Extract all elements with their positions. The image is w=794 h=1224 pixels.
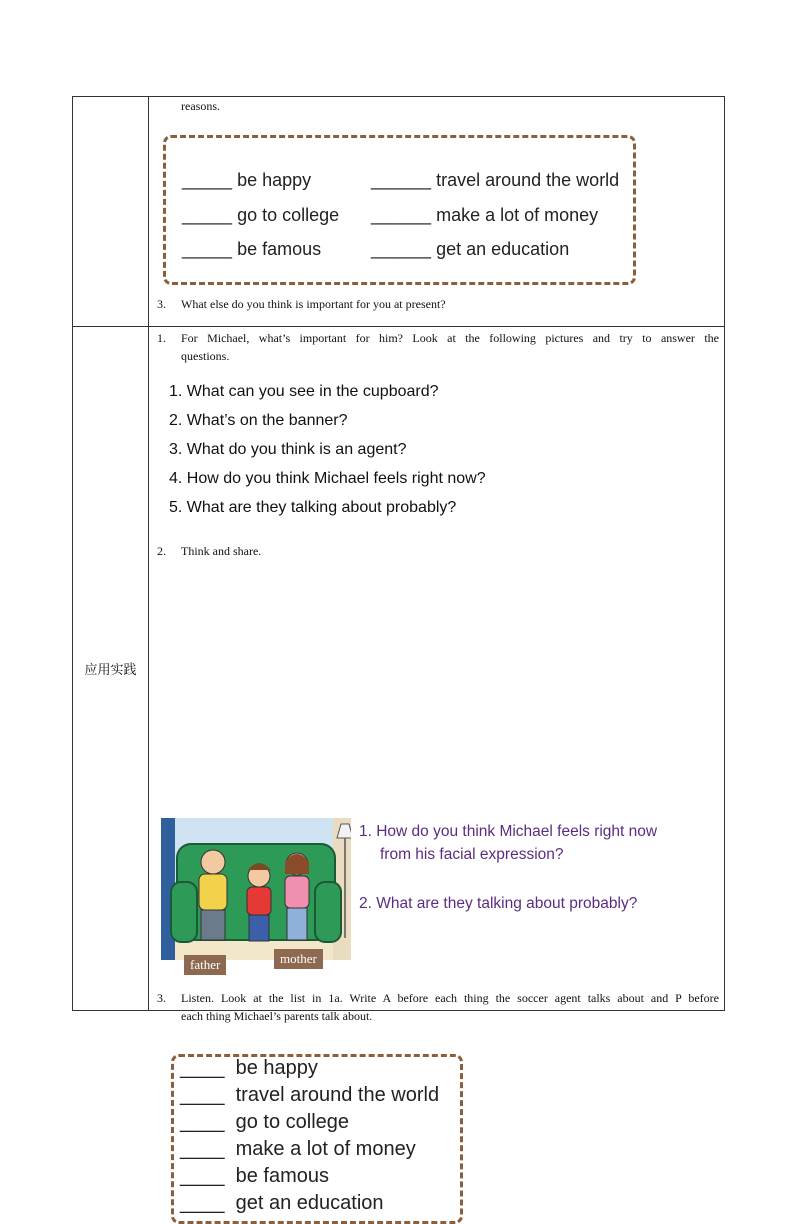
list-item: 1. What can you see in the cupboard? bbox=[169, 383, 439, 400]
table-row bbox=[73, 97, 725, 327]
list-item: ____ make a lot of money bbox=[180, 1138, 416, 1160]
list-item: ____ get an education bbox=[180, 1192, 384, 1214]
intro-tail: reasons. bbox=[181, 99, 220, 113]
option-item: _____ be famous bbox=[182, 239, 322, 259]
share-question-1-cont: from his facial expression? bbox=[380, 846, 564, 863]
share-question-2: 2. What are they talking about probably? bbox=[359, 895, 638, 912]
list-item: 2. What’s on the banner? bbox=[169, 412, 348, 429]
option-item: ______ travel around the world bbox=[371, 170, 620, 190]
table-row bbox=[73, 327, 725, 1011]
father-tag: father bbox=[184, 955, 226, 975]
question-number: 3. bbox=[157, 991, 166, 1005]
lesson-table bbox=[72, 96, 725, 1214]
question-text: each thing Michael’s parents talk about. bbox=[181, 1009, 373, 1023]
question-number: 2. bbox=[157, 544, 166, 558]
option-item: ______ make a lot of money bbox=[371, 205, 599, 225]
list-item: 4. How do you think Michael feels right now? bbox=[169, 470, 486, 487]
question-text: Listen. Look at the list in 1a. Write A before each thing the soccer agent talks about and P before bbox=[181, 991, 719, 1005]
list-item: ____ travel around the world bbox=[180, 1084, 440, 1106]
question-text: questions. bbox=[181, 349, 230, 363]
list-item: 3. What do you think is an agent? bbox=[169, 441, 407, 458]
family-sofa-illustration bbox=[161, 818, 351, 960]
question-number: 1. bbox=[157, 331, 166, 345]
list-item: ____ be famous bbox=[180, 1165, 330, 1187]
row-content bbox=[149, 97, 725, 327]
list-item: ____ be happy bbox=[180, 1057, 318, 1079]
question-text: For Michael, what’s important for him? Look at the following pictures and try to answer the bbox=[181, 331, 719, 345]
list-item: ____ go to college bbox=[180, 1111, 350, 1133]
row-content bbox=[149, 327, 725, 1214]
option-item: _____ go to college bbox=[182, 205, 340, 225]
options-box bbox=[163, 135, 636, 285]
row-label: 应用实践 bbox=[73, 327, 149, 1011]
option-item: _____ be happy bbox=[182, 170, 312, 190]
list-item: 5. What are they talking about probably? bbox=[169, 499, 457, 516]
question-number: 3. bbox=[157, 297, 166, 311]
share-question-1: 1. How do you think Michael feels right now bbox=[359, 823, 658, 840]
question-text: Think and share. bbox=[181, 544, 262, 558]
answer-list-box bbox=[171, 1054, 463, 1224]
option-item: ______ get an education bbox=[371, 239, 570, 259]
mother-tag: mother bbox=[274, 949, 323, 969]
question-text: What else do you think is important for you at present? bbox=[181, 297, 446, 311]
row-label-empty bbox=[73, 97, 149, 327]
